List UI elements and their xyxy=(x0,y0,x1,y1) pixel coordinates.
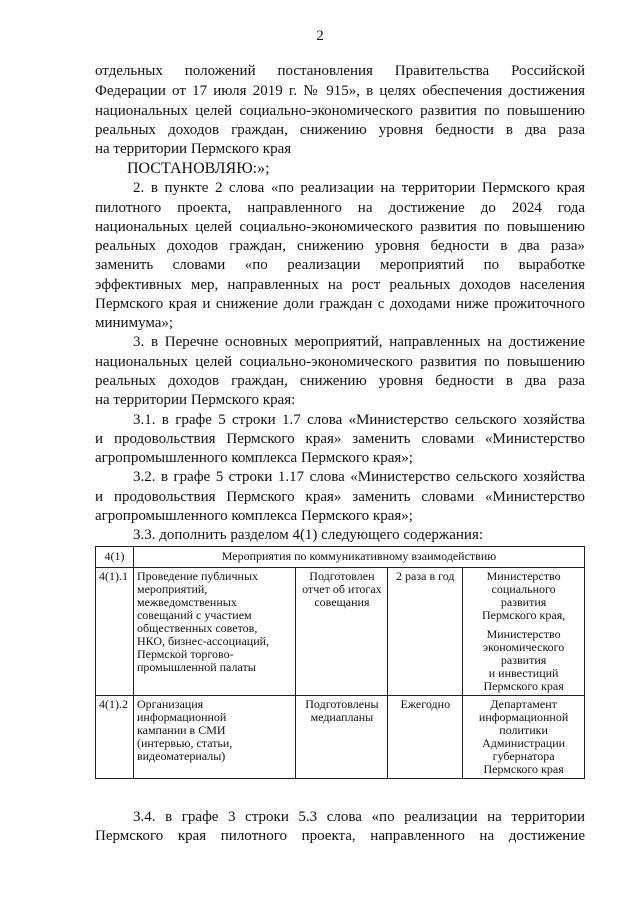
text-line: 3.3. дополнить разделом 4(1) следующего содержания: xyxy=(133,527,484,543)
text-line: и продовольствия Пермского края» заменить словами «Министерство xyxy=(95,489,585,505)
result-text: Подготовлены медиапланы xyxy=(305,697,379,724)
resolution-heading: ПОСТАНОВЛЯЮ:»; xyxy=(127,160,270,177)
text-line: национальных целей социально-экономического развития по повышению xyxy=(95,219,585,235)
period-cell xyxy=(388,696,463,779)
event-text: Проведение публичных мероприятий, межведомственных совещаний с участием общественных советов, НКО, бизнес-ассоциаций, Пермской торгово- промышленной палаты xyxy=(136,569,270,674)
responsible-cell xyxy=(463,568,585,696)
row-number: 4(1).2 xyxy=(96,696,134,779)
period-text: Ежегодно xyxy=(400,697,451,711)
responsible-text: Департамент информационной политики Администрации губернатора Пермского края xyxy=(478,697,569,776)
text-line: пилотного проекта, направленного на достижение до 2024 года xyxy=(95,200,585,216)
responsible-cell xyxy=(463,696,585,779)
table-row xyxy=(96,568,585,696)
period-text: 2 раза в год xyxy=(396,569,455,583)
text-line: реальных доходов граждан, снижению уровня бедности в два раза» xyxy=(95,238,585,254)
text-line: реальных доходов граждан, снижению уровня бедности в два раза xyxy=(95,373,585,389)
responsible-text: Министерство социального развития Пермского края, xyxy=(481,569,566,622)
table-row xyxy=(96,696,585,779)
text-line: национальных целей социально-экономического развития по повышению xyxy=(95,103,585,119)
text-line: Пермского края и снижение доли граждан с доходами ниже прожиточного xyxy=(95,296,585,312)
events-table xyxy=(95,546,585,779)
text-line: на территории Пермского края: xyxy=(95,392,296,408)
period-cell xyxy=(388,568,463,696)
text-line: заменить словами «по реализации мероприятий по выработке xyxy=(95,257,585,273)
text-line: реальных доходов граждан, снижению уровня бедности в два раза xyxy=(95,122,585,138)
page-number: 2 xyxy=(316,28,324,44)
text-line: агропромышленного комплекса Пермского края»; xyxy=(95,450,413,466)
result-text: Подготовлен отчет об итогах совещания xyxy=(302,569,382,609)
text-line: отдельных положений постановления Правительства Российской xyxy=(95,63,585,79)
text-line: 3.2. в графе 5 строки 1.17 слова «Министерство сельского хозяйства xyxy=(133,469,585,485)
text-line: Федерации от 17 июля 2019 г. № 915», в целях обеспечения достижения xyxy=(95,83,585,99)
table-header-title: Мероприятия по коммуникативному взаимодействию xyxy=(133,547,584,568)
row-number: 4(1).1 xyxy=(96,568,134,696)
table-header-num: 4(1) xyxy=(96,547,134,568)
text-line: национальных целей социально-экономического развития по повышению xyxy=(95,354,585,370)
text-line: 3.4. в графе 3 строки 5.3 слова «по реализации на территории xyxy=(133,809,585,825)
event-text: Организация информационной кампании в СМИ (интервью, статьи, видеоматериалы) xyxy=(136,697,233,763)
result-cell xyxy=(296,696,388,779)
text-line: эффективных мер, направленных на рост реальных доходов населения xyxy=(95,277,585,293)
text-line: минимума»; xyxy=(95,315,174,331)
text-line: 3. в Перечне основных мероприятий, направленных на достижение xyxy=(133,334,585,350)
text-line: 3.1. в графе 5 строки 1.7 слова «Министерство сельского хозяйства xyxy=(133,412,585,428)
text-line: на территории Пермского края xyxy=(95,141,292,157)
text-line: 2. в пункте 2 слова «по реализации на территории Пермского края xyxy=(133,180,585,196)
event-cell xyxy=(133,696,296,779)
text-line: Пермского края пилотного проекта, направленного на достижение xyxy=(95,828,585,844)
result-cell xyxy=(296,568,388,696)
text-line: агропромышленного комплекса Пермского края»; xyxy=(95,508,413,524)
responsible-text: Министерство экономического развития и инвестиций Пермского края xyxy=(482,627,565,693)
table-header-row xyxy=(96,547,585,568)
text-line: и продовольствия Пермского края» заменить словами «Министерство xyxy=(95,431,585,447)
event-cell xyxy=(133,568,296,696)
